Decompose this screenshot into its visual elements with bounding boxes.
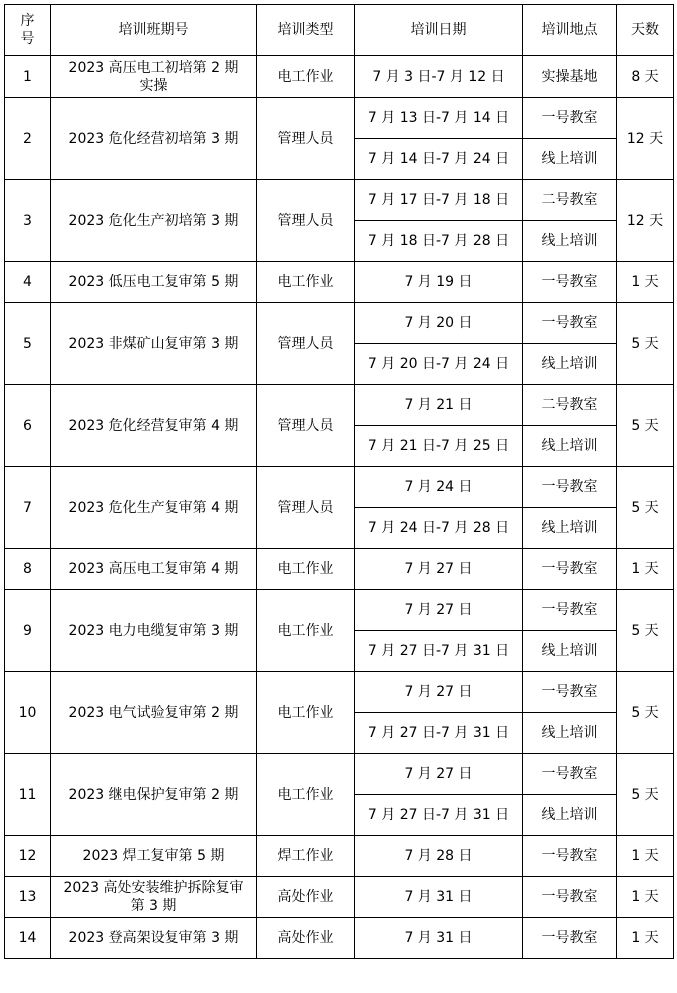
table-row [5,549,674,590]
place-cell: 一号教室 [523,836,617,877]
date-cell: 7 月 20 日 [355,303,523,344]
class-name-cell: 2023 高压电工复审第 4 期 [51,549,257,590]
days-cell: 5 天 [617,385,674,467]
type-cell: 管理人员 [257,180,355,262]
seq-cell: 8 [5,549,51,590]
table-row [5,180,674,221]
date-cell: 7 月 27 日-7 月 31 日 [355,795,523,836]
table-row [5,754,674,795]
seq-cell: 4 [5,262,51,303]
table-row [5,262,674,303]
place-cell: 一号教室 [523,672,617,713]
table-row [5,672,674,713]
date-cell: 7 月 3 日-7 月 12 日 [355,56,523,98]
date-cell: 7 月 27 日 [355,672,523,713]
seq-cell: 3 [5,180,51,262]
place-cell: 线上培训 [523,426,617,467]
class-name-cell: 2023 登高架设复审第 3 期 [51,918,257,959]
type-cell: 电工作业 [257,672,355,754]
date-cell: 7 月 28 日 [355,836,523,877]
table-row [5,918,674,959]
date-cell: 7 月 20 日-7 月 24 日 [355,344,523,385]
table-row [5,385,674,426]
days-cell: 5 天 [617,467,674,549]
place-cell: 线上培训 [523,221,617,262]
seq-cell: 10 [5,672,51,754]
place-cell: 一号教室 [523,549,617,590]
place-cell: 线上培训 [523,713,617,754]
table-row [5,56,674,98]
date-cell: 7 月 27 日 [355,590,523,631]
type-cell: 焊工作业 [257,836,355,877]
date-cell: 7 月 24 日 [355,467,523,508]
place-cell: 二号教室 [523,180,617,221]
type-cell: 管理人员 [257,303,355,385]
type-cell: 管理人员 [257,467,355,549]
table-row [5,303,674,344]
days-cell: 12 天 [617,180,674,262]
place-cell: 线上培训 [523,508,617,549]
class-name-cell: 2023 危化生产复审第 4 期 [51,467,257,549]
class-name-cell: 2023 低压电工复审第 5 期 [51,262,257,303]
date-cell: 7 月 17 日-7 月 18 日 [355,180,523,221]
date-cell: 7 月 24 日-7 月 28 日 [355,508,523,549]
days-cell: 1 天 [617,918,674,959]
place-cell: 一号教室 [523,98,617,139]
header-place: 培训地点 [523,5,617,56]
type-cell: 电工作业 [257,754,355,836]
training-schedule-table [4,4,674,959]
days-cell: 12 天 [617,98,674,180]
type-cell: 高处作业 [257,918,355,959]
date-cell: 7 月 14 日-7 月 24 日 [355,139,523,180]
place-cell: 线上培训 [523,795,617,836]
seq-cell: 1 [5,56,51,98]
days-cell: 5 天 [617,754,674,836]
place-cell: 一号教室 [523,754,617,795]
place-cell: 线上培训 [523,139,617,180]
type-cell: 管理人员 [257,385,355,467]
class-name-cell: 2023 危化经营复审第 4 期 [51,385,257,467]
date-cell: 7 月 19 日 [355,262,523,303]
header-date: 培训日期 [355,5,523,56]
seq-cell: 12 [5,836,51,877]
table-row [5,98,674,139]
type-cell: 高处作业 [257,877,355,918]
type-cell: 电工作业 [257,262,355,303]
type-cell: 电工作业 [257,549,355,590]
class-name-cell: 2023 高压电工初培第 2 期实操 [51,56,257,98]
type-cell: 管理人员 [257,98,355,180]
days-cell: 1 天 [617,836,674,877]
days-cell: 5 天 [617,672,674,754]
header-row [5,5,674,56]
place-cell: 一号教室 [523,918,617,959]
table-row [5,467,674,508]
class-name-cell: 2023 继电保护复审第 2 期 [51,754,257,836]
date-cell: 7 月 18 日-7 月 28 日 [355,221,523,262]
class-name-cell: 2023 非煤矿山复审第 3 期 [51,303,257,385]
class-name-cell: 2023 焊工复审第 5 期 [51,836,257,877]
date-cell: 7 月 21 日 [355,385,523,426]
date-cell: 7 月 13 日-7 月 14 日 [355,98,523,139]
date-cell: 7 月 31 日 [355,918,523,959]
days-cell: 1 天 [617,262,674,303]
class-name-cell: 2023 危化经营初培第 3 期 [51,98,257,180]
place-cell: 一号教室 [523,303,617,344]
seq-cell: 7 [5,467,51,549]
place-cell: 一号教室 [523,262,617,303]
days-cell: 5 天 [617,590,674,672]
place-cell: 一号教室 [523,467,617,508]
class-name-cell: 2023 高处安装维护拆除复审第 3 期 [51,877,257,918]
table-row [5,877,674,918]
seq-cell: 5 [5,303,51,385]
place-cell: 线上培训 [523,631,617,672]
days-cell: 1 天 [617,877,674,918]
place-cell: 一号教室 [523,877,617,918]
days-cell: 5 天 [617,303,674,385]
place-cell: 二号教室 [523,385,617,426]
header-seq: 序号 [5,5,51,56]
date-cell: 7 月 27 日 [355,754,523,795]
seq-cell: 14 [5,918,51,959]
place-cell: 一号教室 [523,590,617,631]
place-cell: 实操基地 [523,56,617,98]
header-name: 培训班期号 [51,5,257,56]
seq-cell: 2 [5,98,51,180]
class-name-cell: 2023 危化生产初培第 3 期 [51,180,257,262]
header-days: 天数 [617,5,674,56]
date-cell: 7 月 27 日-7 月 31 日 [355,631,523,672]
seq-cell: 13 [5,877,51,918]
table-row [5,590,674,631]
date-cell: 7 月 31 日 [355,877,523,918]
class-name-cell: 2023 电力电缆复审第 3 期 [51,590,257,672]
days-cell: 1 天 [617,549,674,590]
days-cell: 8 天 [617,56,674,98]
seq-cell: 11 [5,754,51,836]
header-type: 培训类型 [257,5,355,56]
date-cell: 7 月 21 日-7 月 25 日 [355,426,523,467]
type-cell: 电工作业 [257,56,355,98]
type-cell: 电工作业 [257,590,355,672]
place-cell: 线上培训 [523,344,617,385]
seq-cell: 6 [5,385,51,467]
date-cell: 7 月 27 日 [355,549,523,590]
date-cell: 7 月 27 日-7 月 31 日 [355,713,523,754]
class-name-cell: 2023 电气试验复审第 2 期 [51,672,257,754]
table-row [5,836,674,877]
seq-cell: 9 [5,590,51,672]
